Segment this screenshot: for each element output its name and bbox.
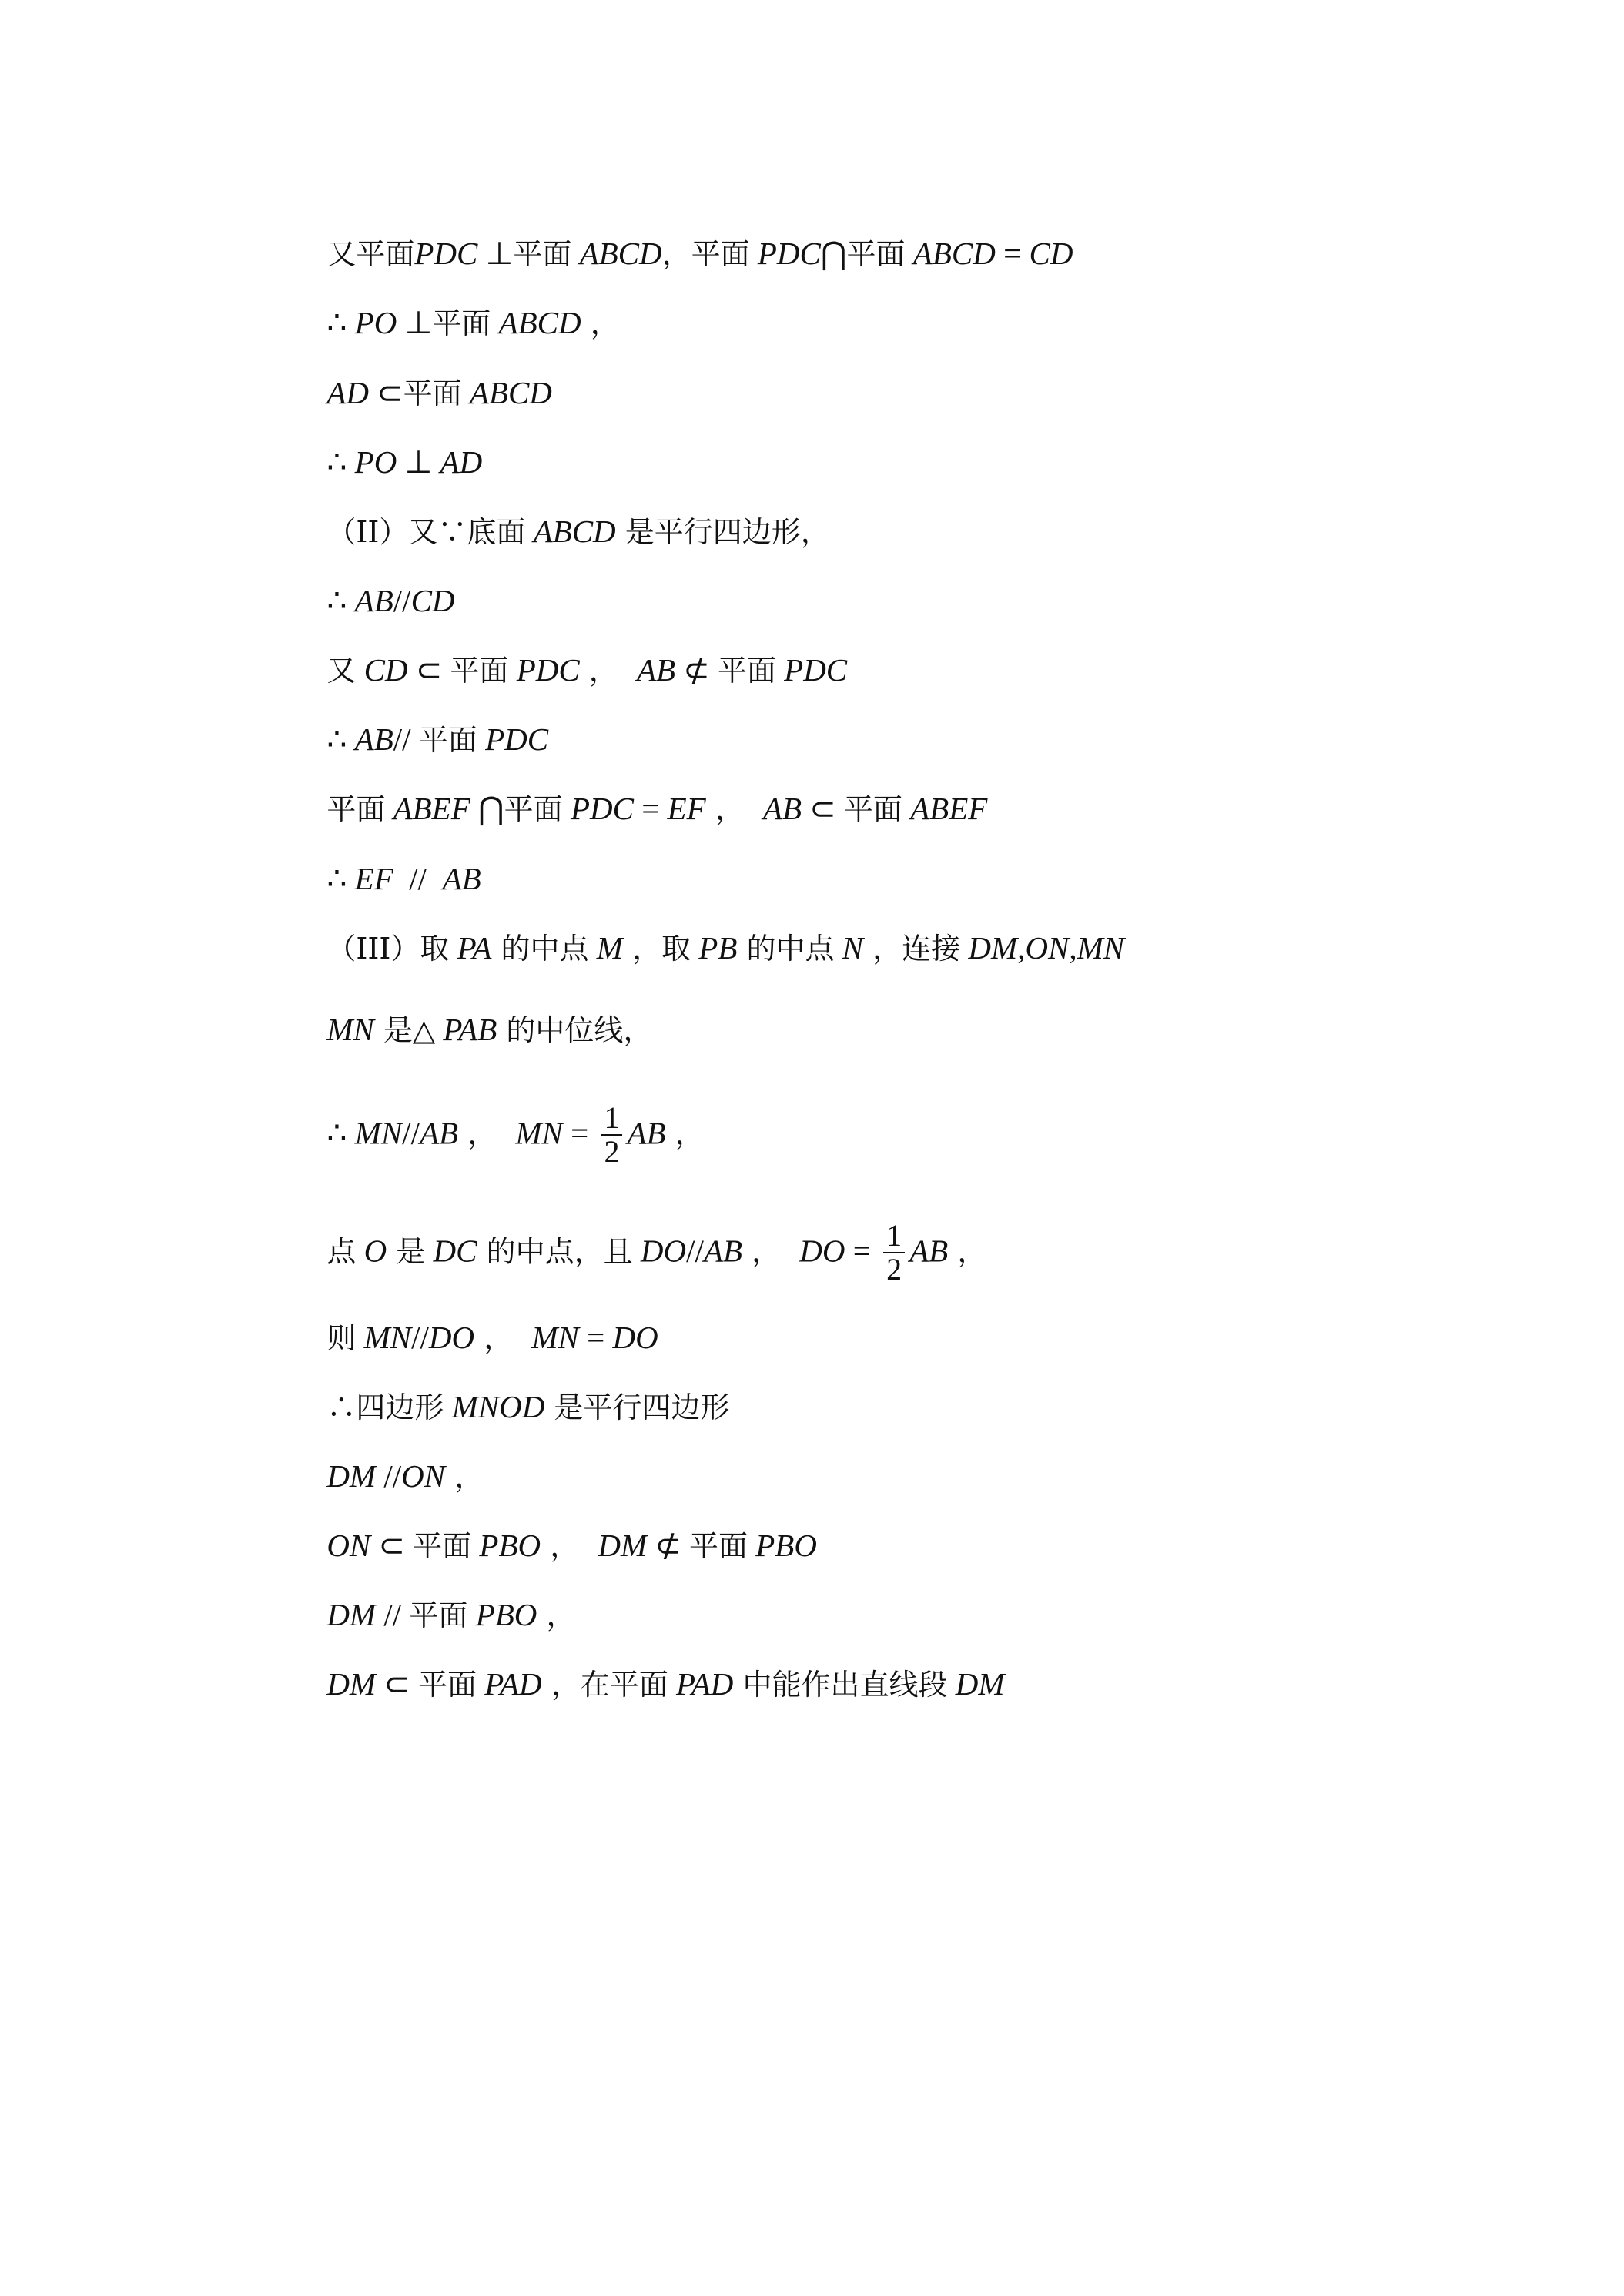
text: 的中点，且 (477, 1234, 633, 1269)
text: ， (445, 1460, 484, 1494)
math-text: PAD (476, 1666, 542, 1702)
text: ， (581, 306, 620, 340)
fraction-numerator: 1 (883, 1220, 905, 1253)
math-text: DM (947, 1666, 1005, 1702)
math-text: AB (419, 1115, 459, 1151)
math-text: O (356, 1233, 387, 1269)
text: 平面 (504, 792, 563, 826)
math-text: PDC (749, 236, 821, 271)
math-text: ABCD (571, 236, 662, 271)
math-text: PAD (668, 1666, 734, 1702)
text: 平面 (417, 1668, 477, 1702)
math-symbol: ∴ (326, 305, 355, 340)
math-symbol: // (393, 861, 443, 896)
math-text: AD (326, 375, 369, 410)
math-symbol: , (1069, 930, 1077, 966)
math-text: PO (354, 305, 397, 340)
text: 中能作出直线段 (733, 1668, 948, 1702)
fraction-one-half (883, 1220, 905, 1286)
math-symbol: ⊂ (407, 652, 450, 688)
math-symbol: // (393, 721, 419, 757)
math-symbol: // (686, 1233, 704, 1269)
math-text: ABCD (905, 236, 996, 271)
math-text: PAB (435, 1012, 497, 1047)
math-text: ON (326, 1528, 371, 1563)
text: 平面 (409, 1598, 468, 1632)
text: 又平面 (326, 237, 415, 271)
math-text: DO (612, 1320, 658, 1355)
math-text: CD (410, 583, 455, 618)
math-symbol: // (376, 1597, 410, 1632)
math-symbol: ⊄ (647, 1528, 689, 1563)
math-text: DM (326, 1458, 377, 1494)
text: 平面 (326, 792, 386, 826)
text-line (290, 1628, 1005, 1740)
math-text: N (834, 930, 864, 966)
math-text: PB (691, 930, 738, 966)
text: 点 (326, 1234, 357, 1269)
text: ，平面 (661, 237, 750, 271)
math-text: PDC (414, 236, 478, 271)
math-text: ABCD (461, 375, 552, 410)
text: ， (742, 1234, 800, 1269)
math-symbol: , (1017, 930, 1026, 966)
math-text: DO (799, 1233, 845, 1269)
math-symbol: = (578, 1320, 613, 1355)
math-symbol: ⋂ (470, 791, 504, 826)
math-symbol: = (633, 791, 668, 826)
text: ， (474, 1321, 532, 1355)
text: 平面 (450, 654, 509, 688)
math-symbol: ∴ (326, 721, 355, 757)
text: 平面 (846, 237, 906, 271)
math-text: PBO (748, 1528, 817, 1563)
math-text: AB (909, 1233, 949, 1269)
text: 是△ (373, 1013, 436, 1047)
text: ， (948, 1234, 987, 1269)
math-text: EF (667, 791, 706, 826)
math-text: PBO (471, 1528, 541, 1563)
math-text: AB (703, 1233, 742, 1269)
text: ， (665, 1116, 705, 1151)
text: 是平行四边形， (615, 515, 830, 549)
math-symbol: ⊥ (477, 236, 514, 271)
math-text: DM (598, 1528, 648, 1563)
text: 是平行四边形 (544, 1391, 730, 1424)
math-text: ABCD (491, 305, 581, 340)
math-text: AB (354, 721, 393, 757)
text: ，在平面 (541, 1668, 668, 1702)
math-text: AB (442, 861, 481, 896)
text: ， (579, 654, 637, 688)
fraction-denominator: 2 (604, 1134, 620, 1169)
text: 则 (326, 1321, 357, 1355)
text: 平面 (843, 792, 902, 826)
math-symbol: ⊂ (368, 375, 403, 410)
text: ， (537, 1598, 576, 1632)
math-text: AB (636, 652, 676, 688)
math-text: M (588, 930, 623, 966)
text: 的中点 (491, 932, 589, 966)
text: 是 (387, 1234, 426, 1269)
text: ， (458, 1116, 516, 1151)
math-text: AB (354, 583, 393, 618)
text: ∴四边形 (326, 1391, 444, 1424)
math-text: PDC (508, 652, 580, 688)
text: ，连接 (863, 932, 961, 966)
text: （III）取 (326, 932, 450, 966)
math-symbol: ⋂ (820, 236, 847, 271)
text: ，取 (622, 932, 691, 966)
math-symbol: ⊄ (675, 652, 718, 688)
fraction-one-half (601, 1102, 622, 1168)
math-text: ON (401, 1458, 446, 1494)
math-symbol: // (393, 583, 411, 618)
text: 平面 (432, 306, 491, 340)
math-text: MN (1077, 930, 1125, 966)
math-text: ON (1025, 930, 1070, 966)
math-text: ABCD (525, 514, 616, 549)
math-text: EF (354, 861, 393, 896)
math-text: PDC (775, 652, 848, 688)
math-text: PDC (477, 721, 549, 757)
text: 平面 (403, 377, 462, 410)
text: ， (705, 792, 763, 826)
text: 又 (326, 654, 357, 688)
math-symbol: ∴ (326, 583, 355, 618)
math-text: PO (354, 444, 397, 480)
fraction-numerator: 1 (601, 1102, 622, 1136)
math-text: AD (440, 444, 483, 480)
math-symbol: // (411, 1320, 429, 1355)
math-symbol: ⊂ (370, 1528, 414, 1563)
math-text: DC (425, 1233, 477, 1269)
math-symbol: ∴ (326, 1115, 355, 1151)
math-text: PBO (467, 1597, 537, 1632)
text: 平面 (413, 1529, 472, 1563)
math-symbol: ∴ (326, 861, 355, 896)
math-text: PDC (562, 791, 634, 826)
text: （II）又∵底面 (326, 515, 526, 549)
math-symbol: ⊂ (802, 791, 844, 826)
math-text: DO (632, 1233, 687, 1269)
fraction-denominator: 2 (886, 1252, 902, 1287)
math-symbol: ∴ (326, 444, 355, 480)
math-text: CD (1029, 236, 1073, 271)
text: 的中点 (737, 932, 835, 966)
math-symbol: ⊂ (376, 1666, 418, 1702)
text: 平面 (418, 723, 477, 757)
math-text: AB (762, 791, 802, 826)
math-text: DM (960, 930, 1018, 966)
math-symbol: ⊥ (397, 444, 440, 480)
math-text: CD (356, 652, 408, 688)
math-text: MN (356, 1320, 412, 1355)
text: 平面 (717, 654, 776, 688)
math-text: AB (627, 1115, 666, 1151)
math-text: MN (354, 1115, 403, 1151)
math-symbol: = (845, 1233, 879, 1269)
math-symbol: // (402, 1115, 420, 1151)
math-text: DM (326, 1666, 377, 1702)
math-text: ABEF (902, 791, 988, 826)
math-text: MN (326, 1012, 374, 1047)
math-symbol: = (562, 1115, 597, 1151)
math-text: MN (515, 1115, 563, 1151)
math-text: MNOD (444, 1389, 545, 1424)
math-text: ABEF (385, 791, 470, 826)
text: 平面 (689, 1529, 748, 1563)
math-symbol: = (995, 236, 1030, 271)
math-text: PA (449, 930, 492, 966)
math-text: MN (531, 1320, 579, 1355)
text: 的中位线， (497, 1013, 653, 1047)
math-text: DO (428, 1320, 475, 1355)
math-symbol: // (376, 1458, 402, 1494)
math-symbol: ⊥ (397, 305, 433, 340)
text: 平面 (513, 237, 572, 271)
math-text: DM (326, 1597, 377, 1632)
text: ， (541, 1529, 598, 1563)
